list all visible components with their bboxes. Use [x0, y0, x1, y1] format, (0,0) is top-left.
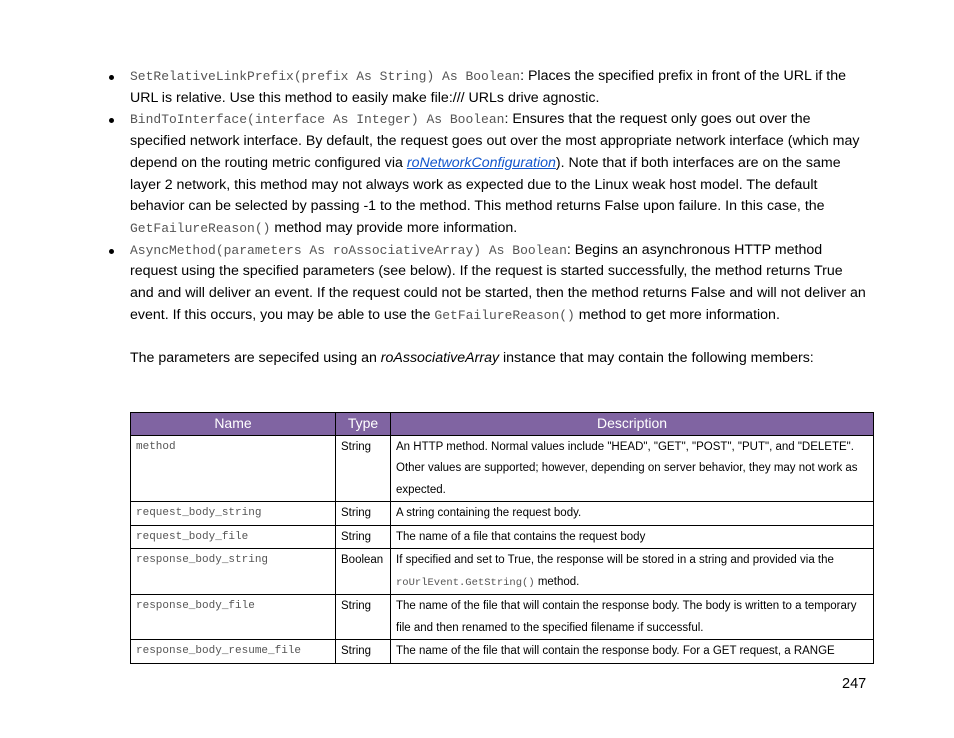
- page-number: 247: [842, 676, 867, 692]
- method-signature: AsyncMethod(parameters As roAssociativeArray) As Boolean: [130, 242, 567, 258]
- param-name: request_body_string: [131, 502, 336, 526]
- param-description: The name of a file that contains the request body: [391, 525, 874, 549]
- code-reference: GetFailureReason(): [434, 307, 575, 323]
- param-description: An HTTP method. Normal values include "HEAD", "GET", "POST", "PUT", and "DELETE". Other values are supported; however, depending on server behavior, they may not work as expected.: [391, 435, 874, 502]
- param-name: request_body_file: [131, 525, 336, 549]
- method-signature: BindToInterface(interface As Integer) As Boolean: [130, 112, 505, 128]
- bullet-icon: [109, 118, 114, 123]
- method-description: ). Note that if both interfaces are on the same layer 2 network, this method may not always work as expected due to the Linux weak host model. The default behavior can be selected by passing -1 to the method. This method returns False upon failure. In this case, the: [130, 154, 841, 215]
- param-type: String: [336, 502, 391, 526]
- parameters-table: [130, 412, 874, 664]
- table-row: [131, 502, 874, 526]
- method-description: : Begins an asynchronous HTTP method request using the specified parameters (see below). If the request is started successfully, the method returns True and and will deliver an event. If the request could not be started, then the method returns False and will not deliver an event. If this occurs, you may be able to use the: [130, 241, 866, 323]
- table-row: [131, 525, 874, 549]
- param-name: method: [131, 435, 336, 502]
- list-item: [108, 66, 868, 109]
- list-item: [108, 240, 868, 327]
- param-name: response_body_file: [131, 595, 336, 640]
- document-body: [108, 66, 868, 370]
- param-description: If specified and set to True, the response will be stored in a string and provided via the roUrlEvent.GetString() method.: [391, 549, 874, 595]
- header-name: Name: [131, 413, 336, 436]
- code-reference: GetFailureReason(): [130, 220, 271, 236]
- param-name: response_body_resume_file: [131, 640, 336, 664]
- param-name: response_body_string: [131, 549, 336, 595]
- bullet-icon: [109, 75, 114, 80]
- param-type: String: [336, 525, 391, 549]
- bullet-icon: [109, 249, 114, 254]
- code-reference: roUrlEvent.GetString(): [396, 576, 535, 589]
- method-list: [108, 66, 868, 326]
- method-description: : Ensures that the request only goes out over the specified network interface. By default, the request goes out over the most appropriate network interface (which may depend on the routing metric configured via: [130, 111, 860, 171]
- param-type: Boolean: [336, 549, 391, 595]
- table-row: [131, 549, 874, 595]
- param-type: String: [336, 595, 391, 640]
- param-type: String: [336, 640, 391, 664]
- param-description: The name of the file that will contain the response body. The body is written to a temporary file and then renamed to the specified filename if successful.: [391, 595, 874, 640]
- table-row: [131, 435, 874, 502]
- param-type: String: [336, 435, 391, 502]
- header-description: Description: [391, 413, 874, 436]
- table-row: [131, 640, 874, 664]
- header-type: Type: [336, 413, 391, 436]
- parameters-intro: The parameters are sepecifed using an roAssociativeArray instance that may contain the following members:: [130, 350, 814, 367]
- table-row: [131, 595, 874, 640]
- ronetworkconfiguration-link[interactable]: roNetworkConfiguration: [406, 154, 556, 171]
- method-description: method to get more information.: [574, 306, 780, 323]
- param-description: A string containing the request body.: [391, 502, 874, 526]
- method-signature: SetRelativeLinkPrefix(prefix As String) As Boolean: [130, 69, 521, 84]
- list-item: [108, 109, 868, 239]
- param-description: The name of the file that will contain the response body. For a GET request, a RANGE: [391, 640, 874, 664]
- table-header-row: [131, 413, 874, 436]
- method-description: : Places the specified prefix in front of the URL if the URL is relative. Use this method to easily make file:/// URLs drive agnostic.: [130, 68, 847, 106]
- method-description: method may provide more information.: [270, 219, 518, 236]
- type-name: roAssociativeArray: [380, 350, 500, 367]
